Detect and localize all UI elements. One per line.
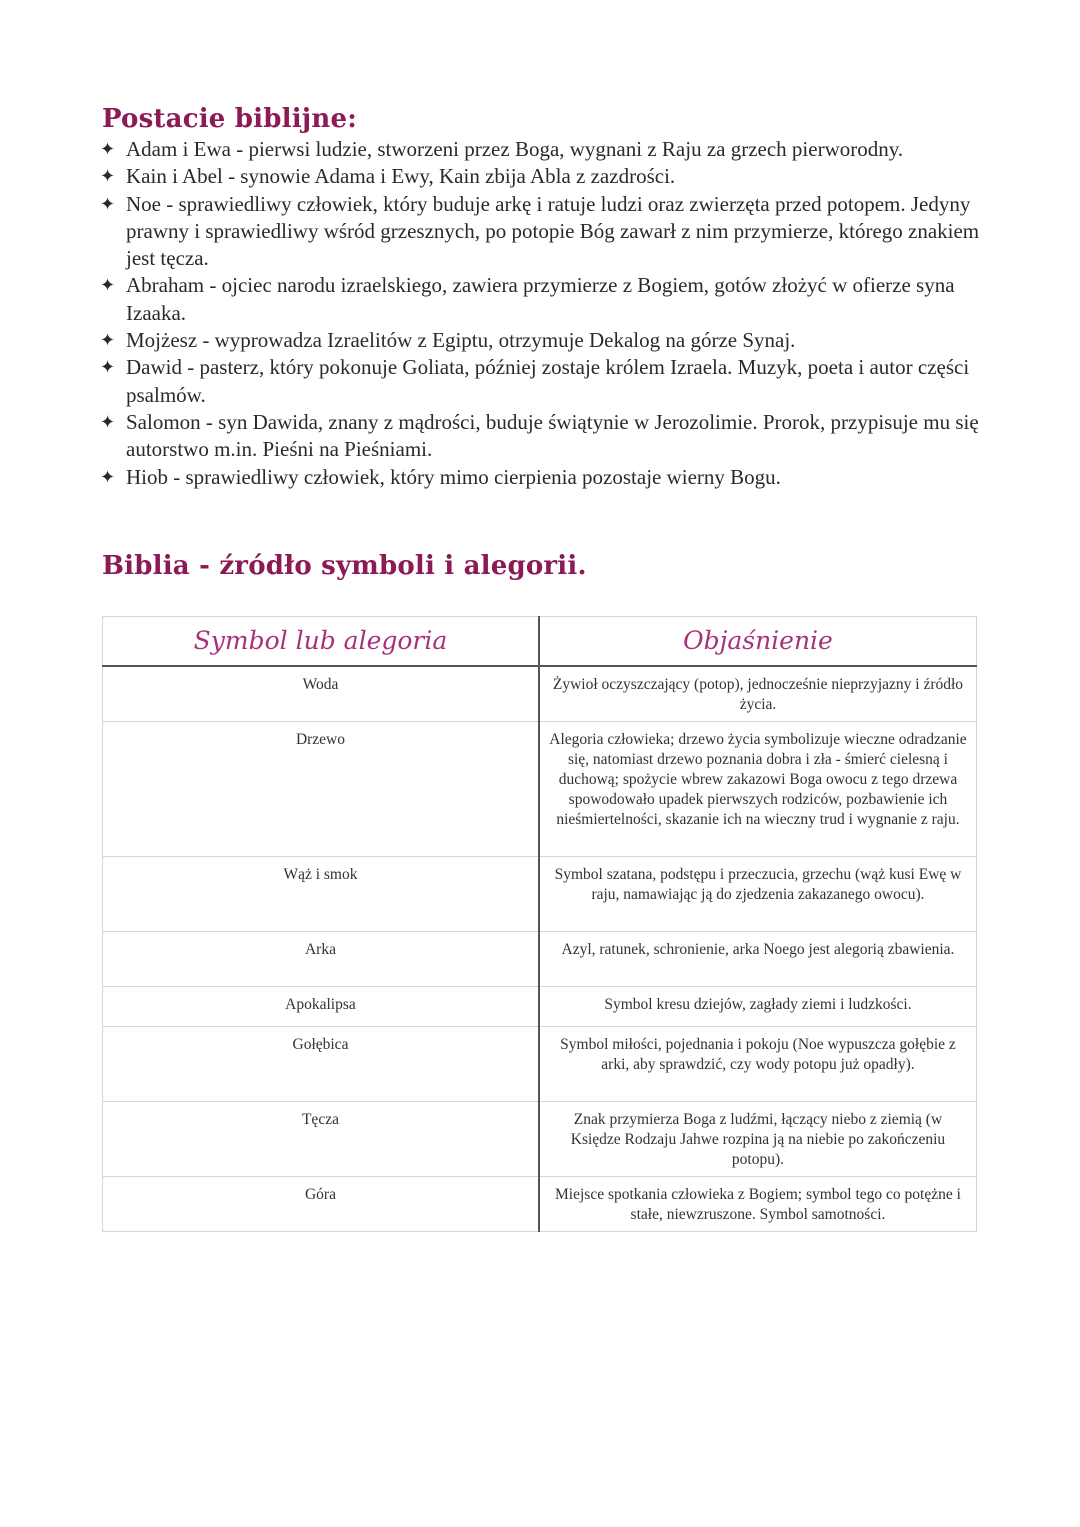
star-bullet-icon: ✦ (100, 330, 116, 352)
star-bullet-icon: ✦ (100, 275, 116, 297)
explanation-cell: Symbol kresu dziejów, zagłady ziemi i ludzkości. (539, 986, 977, 1026)
symbol-cell: Woda (103, 666, 539, 721)
explanation-cell: Symbol szatana, podstępu i przeczucia, grzechu (wąż kusi Ewę w raju, namawiając ją do zjedzenia zakazanego owocu). (539, 856, 977, 931)
star-bullet-icon: ✦ (100, 357, 116, 379)
symbols-table (102, 616, 977, 1232)
symbol-cell: Apokalipsa (103, 986, 539, 1026)
star-bullet-icon: ✦ (100, 193, 116, 215)
table-row (103, 721, 977, 856)
table-row (103, 666, 977, 721)
biblical-figures-list (100, 136, 980, 491)
table-header-row (103, 617, 977, 667)
list-item: ✦ Noe - sprawiedliwy człowiek, który buduje arkę i ratuje ludzi oraz zwierzęta przed potopem. Jedyny prawny i sprawiedliwy wśród grzesznych, po potopie Bóg zawarł z nim przymierze, którego znakiem jest tęcza. (100, 191, 980, 271)
symbol-cell: Drzewo (103, 721, 539, 856)
list-item: ✦ Hiob - sprawiedliwy człowiek, który mimo cierpienia pozostaje wierny Bogu. (100, 464, 980, 491)
table-row (103, 1101, 977, 1176)
biblical-figures-heading: Postacie biblijne: (102, 104, 358, 134)
star-bullet-icon: ✦ (100, 466, 116, 488)
symbol-column-header: Symbol lub alegoria (103, 617, 539, 667)
star-bullet-icon: ✦ (100, 166, 116, 188)
symbol-cell: Arka (103, 931, 539, 986)
explanation-column-header: Objaśnienie (539, 617, 977, 667)
explanation-cell: Miejsce spotkania człowieka z Bogiem; symbol tego co potężne i stałe, niewzruszone. Symbol samotności. (539, 1176, 977, 1231)
star-bullet-icon: ✦ (100, 139, 116, 160)
list-item: ✦ Abraham - ojciec narodu izraelskiego, zawiera przymierze z Bogiem, gotów złożyć w ofierze syna Izaaka. (100, 273, 955, 325)
symbol-cell: Tęcza (103, 1101, 539, 1176)
symbol-cell: Góra (103, 1176, 539, 1231)
explanation-cell: Alegoria człowieka; drzewo życia symbolizuje wieczne odradzanie się, natomiast drzewo poznania dobra i zła - śmierć cielesną i duchową; spożycie wbrew zakazowi Boga owocu z tego drzewa spowodowało upadek pierwszych rodziców, pozbawienie ich nieśmiertelności, skazanie ich na wieczny trud i wygnanie z raju. (539, 721, 977, 856)
explanation-cell: Znak przymierza Boga z ludźmi, łączący niebo z ziemią (w Księdze Rodzaju Jahwe rozpina ją na niebie po zakończeniu potopu). (539, 1101, 977, 1176)
table-row (103, 1176, 977, 1231)
symbol-cell: Wąż i smok (103, 856, 539, 931)
table-row (103, 856, 977, 931)
explanation-cell: Azyl, ratunek, schronienie, arka Noego jest alegorią zbawienia. (539, 931, 977, 986)
list-item: ✦ Adam i Ewa - pierwsi ludzie, stworzeni przez Boga, wygnani z Raju za grzech pierworodny. (100, 136, 980, 163)
list-item: ✦ Salomon - syn Dawida, znany z mądrości, buduje świątynie w Jerozolimie. Prorok, przypisuje mu się autorstwo m.in. Pieśni na Pieśniami. (100, 409, 979, 462)
table-row (103, 1026, 977, 1101)
list-item: ✦ Mojżesz - wyprowadza Izraelitów z Egiptu, otrzymuje Dekalog na górze Synaj. (100, 327, 980, 354)
table-row (103, 931, 977, 986)
table-row (103, 986, 977, 1026)
explanation-cell: Żywioł oczyszczający (potop), jednocześnie nieprzyjazny i źródło życia. (539, 666, 977, 721)
explanation-cell: Symbol miłości, pojednania i pokoju (Noe wypuszcza gołębie z arki, aby sprawdzić, czy wody potopu już opadły). (539, 1026, 977, 1101)
list-item: ✦ Dawid - pasterz, który pokonuje Goliata, później zostaje królem Izraela. Muzyk, poeta i autor części psalmów. (100, 355, 970, 407)
symbol-cell: Gołębica (103, 1026, 539, 1101)
symbols-heading: Biblia - źródło symboli i alegorii. (102, 551, 587, 581)
star-bullet-icon: ✦ (100, 411, 116, 433)
list-item: ✦ Kain i Abel - synowie Adama i Ewy, Kain zbija Abla z zazdrości. (100, 163, 980, 190)
